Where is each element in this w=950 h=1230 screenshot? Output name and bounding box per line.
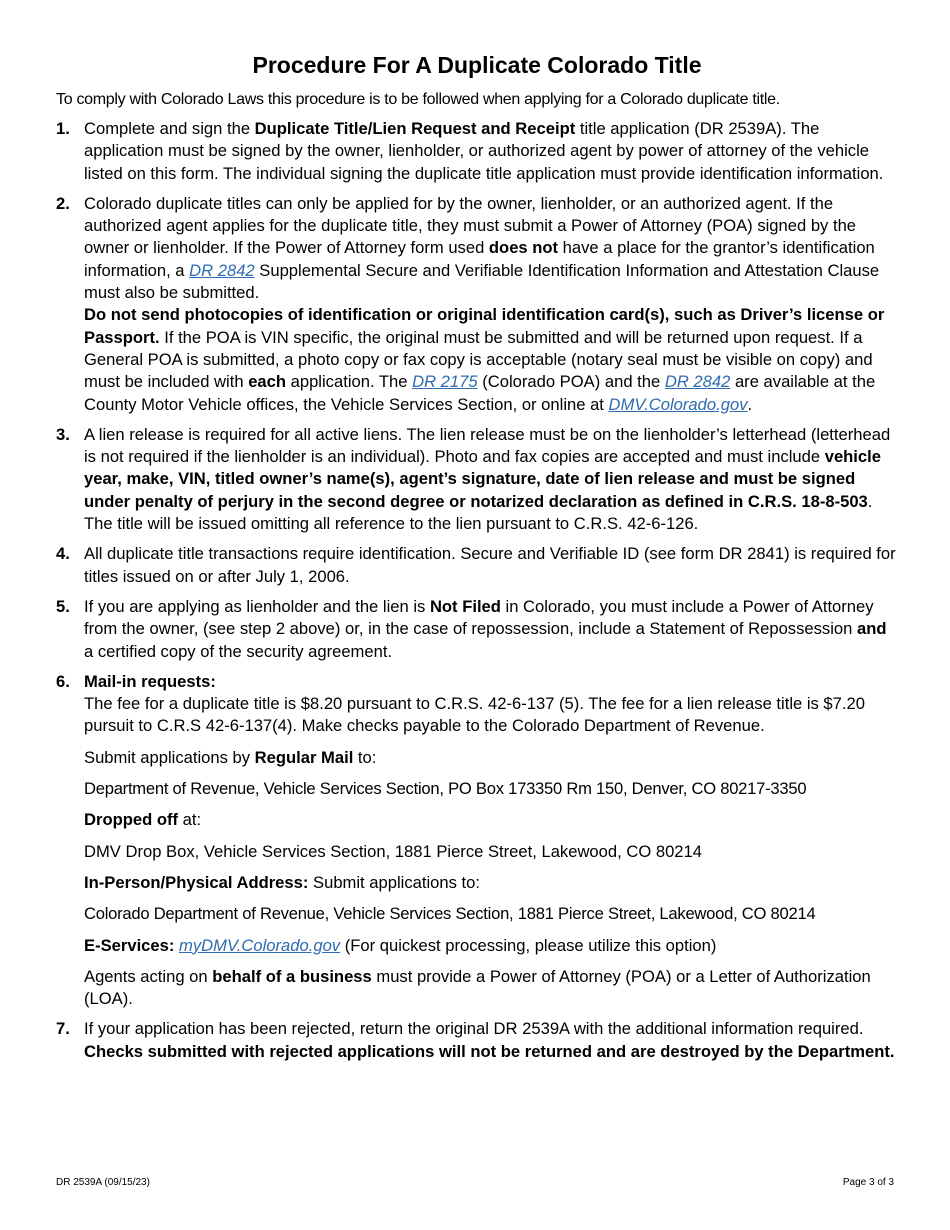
step-number: 5. xyxy=(56,596,70,616)
intro-text: To comply with Colorado Laws this procedure is to be followed when applying for a Colorado duplicate title. xyxy=(56,91,780,108)
form-id: DR 2539A (09/15/23) xyxy=(56,1177,150,1188)
page-title: Procedure For A Duplicate Colorado Title xyxy=(252,52,702,78)
physical-address: Colorado Department of Revenue, Vehicle Services Section, 1881 Pierce Street, Lakewood, CO 80214 xyxy=(84,904,816,924)
mail-address: Department of Revenue, Vehicle Services Section, PO Box 173350 Rm 150, Denver, CO 80217-3350 xyxy=(84,779,807,799)
mail-in-heading: Mail-in requests: xyxy=(84,671,216,691)
step-3: 3. A lien release is required for all active liens. The lien release must be on the lienholder’s letterhead (letterhead is not required if the lienholder is an individual). Photo and fax copies are accepted and must include vehicle year, make, VIN, titled owner’s name(s), agent’s signature, date of lien release and must be signed under penalty of perjury in the second degree or notarized declaration as defined in C.R.S. 18-8-503. The title will be issued omitting all reference to the lien pursuant to C.R.S. 42-6-126. xyxy=(56,424,891,534)
document-page xyxy=(56,50,898,1071)
step-number: 3. xyxy=(56,424,70,444)
dr-2842-link[interactable]: DR 2842 xyxy=(189,260,255,280)
step-6: 6. Mail-in requests: The fee for a duplicate title is $8.20 pursuant to C.R.S. 42-6-137 (5). The fee for a lien release title is $7.20 pursuit to C.R.S 42-6-137(4). Make checks payable to the Colorado Department of Revenue. Submit applications by Regular Mail to: Department of Revenue, Vehicle Services Section, PO Box 173350 Rm 150, Denver, CO 80217-3350 Dropped off at: DMV Drop Box, Vehicle Services Section, 1881 Pierce Street, Lakewood, CO 80214 In-Person/Physical Address: Submit applications to: Colorado Department of Revenue, Vehicle Services Section, 1881 Pierce Street, Lakewood, CO 80214 E-Services: myDMV.Colorado.gov (For quickest processing, please utilize this option) Agents acting on behalf of a business must provide a Power of Attorney (POA) or a Letter of Authorization (LOA). xyxy=(56,671,898,1011)
step-7: 7. If your application has been rejected, return the original DR 2539A with the additional information required. Checks submitted with rejected applications will not be returned and are destroyed by the Department. xyxy=(56,1019,895,1061)
step-number: 7. xyxy=(56,1019,70,1039)
step-number: 4. xyxy=(56,544,70,564)
step-number: 6. xyxy=(56,671,70,691)
dr-2842-link-2[interactable]: DR 2842 xyxy=(664,372,731,392)
rejection-warning: Checks submitted with rejected applications will not be returned and are destroyed by the Department. xyxy=(84,1041,895,1061)
dr-2175-link[interactable]: DR 2175 xyxy=(412,372,478,392)
step-4: 4. All duplicate title transactions require identification. Secure and Verifiable ID (see form DR 2841) is required for titles issued on or after July 1, 2006. xyxy=(56,544,896,586)
step-5: 5. If you are applying as lienholder and the lien is Not Filed in Colorado, you must include a Power of Attorney from the owner, (see step 2 above) or, in the case of repossession, include a Statement of Repossession and a certified copy of the security agreement. xyxy=(56,596,887,661)
drop-box-address: DMV Drop Box, Vehicle Services Section, 1881 Pierce Street, Lakewood, CO 80214 xyxy=(84,841,702,861)
mydmv-link[interactable]: myDMV.Colorado.gov xyxy=(179,935,341,955)
step-number: 1. xyxy=(56,119,70,138)
step-number: 2. xyxy=(56,193,70,213)
step-1: 1. Complete and sign the Duplicate Title/Lien Request and Receipt title application (DR 2539A). The application must be signed by the owner, lienholder, or authorized agent by power of attorney of the vehicle listed on this form. The individual signing the duplicate title application must provide identification information. xyxy=(56,119,884,183)
dmv-colorado-link[interactable]: DMV.Colorado.gov xyxy=(608,394,748,414)
procedure-list xyxy=(56,118,898,1063)
step-2: 2. Colorado duplicate titles can only be applied for by the owner, lienholder, or an authorized agent. If the authorized agent applies for the duplicate title, they must submit a Power of Attorney (POA) signed by the owner or lienholder. If the Power of Attorney form used does not have a place for the grantor’s identification information, a DR 2842 Supplemental Secure and Verifiable Identification Information and Attestation Clause must also be submitted. Do not send photocopies of identification or original identification card(s), such as Driver’s license or Passport. If the POA is VIN specific, the original must be submitted and will be returned upon request. If a General POA is submitted, a photo copy or fax copy is acceptable (notary seal must be visible on copy) and must be included with each application. The DR 2175 (Colorado POA) and the DR 2842 are available at the County Motor Vehicle offices, the Vehicle Services Section, or online at DMV.Colorado.gov. xyxy=(56,193,885,414)
warning-text: Do not send photocopies of identification or original identification card(s), such as Driver’s license or Passport. xyxy=(84,305,885,347)
page-number: Page 3 of 3 xyxy=(842,1177,894,1188)
